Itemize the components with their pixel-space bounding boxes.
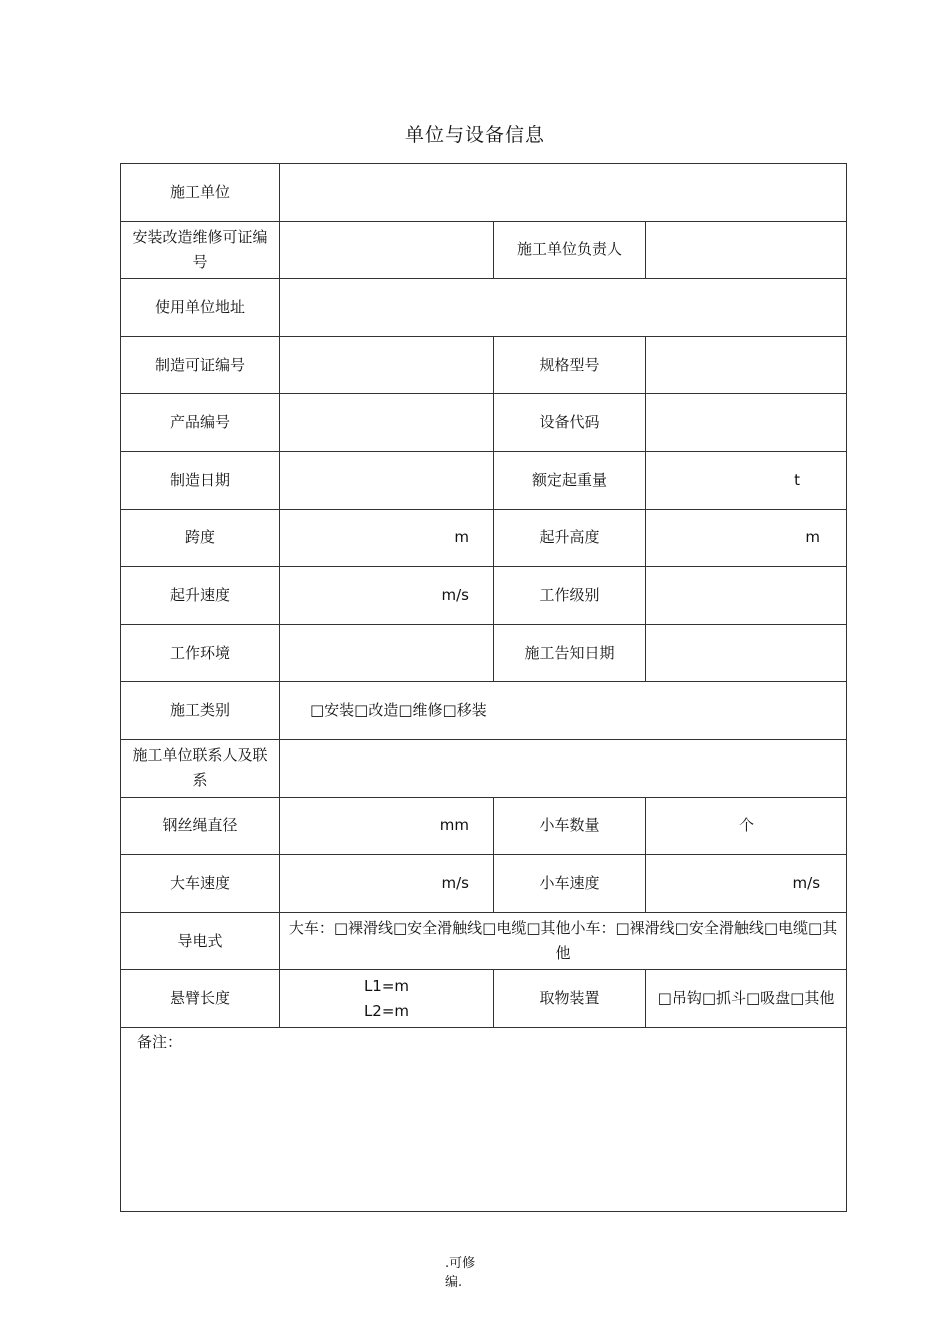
value-user-address[interactable] bbox=[280, 279, 847, 337]
label-equipment-code: 设备代码 bbox=[494, 394, 646, 452]
construction-type-checkboxes[interactable]: □安装□改造□维修□移装 bbox=[280, 682, 847, 740]
label-unit-leader: 施工单位负责人 bbox=[494, 221, 646, 279]
row-construction-unit bbox=[121, 164, 847, 222]
row-span bbox=[121, 509, 847, 567]
remarks-field[interactable] bbox=[121, 1027, 847, 1211]
row-conductor bbox=[121, 912, 847, 970]
value-lift-height[interactable]: m bbox=[646, 509, 847, 567]
label-construction-unit: 施工单位 bbox=[121, 164, 280, 222]
row-remarks bbox=[121, 1027, 847, 1211]
label-mfg-date: 制造日期 bbox=[121, 451, 280, 509]
value-rope-diameter[interactable]: mm bbox=[280, 797, 494, 855]
row-boom bbox=[121, 970, 847, 1028]
row-license bbox=[121, 221, 847, 279]
footer-note bbox=[445, 1254, 505, 1292]
label-rope-diameter: 钢丝绳直径 bbox=[121, 797, 280, 855]
label-trolley-speed: 小车速度 bbox=[494, 855, 646, 913]
value-unit-leader[interactable] bbox=[646, 221, 847, 279]
value-rated-load[interactable]: t bbox=[646, 451, 847, 509]
row-product-no bbox=[121, 394, 847, 452]
value-trolley-speed[interactable]: m/s bbox=[646, 855, 847, 913]
value-construction-unit[interactable] bbox=[280, 164, 847, 222]
label-crane-speed: 大车速度 bbox=[121, 855, 280, 913]
label-license-no: 安装改造维修可证编号 bbox=[121, 221, 280, 279]
boom-l1: L1=m bbox=[363, 976, 410, 995]
value-boom-length[interactable] bbox=[280, 970, 494, 1028]
value-equipment-code[interactable] bbox=[646, 394, 847, 452]
row-user-address bbox=[121, 279, 847, 337]
label-remarks: 备注： bbox=[137, 1032, 183, 1051]
row-work-env bbox=[121, 624, 847, 682]
label-lift-height: 起升高度 bbox=[494, 509, 646, 567]
row-construction-type bbox=[121, 682, 847, 740]
value-work-env[interactable] bbox=[280, 624, 494, 682]
footer-line-2: 编. bbox=[445, 1275, 463, 1290]
row-mfg-license bbox=[121, 336, 847, 394]
value-span[interactable]: m bbox=[280, 509, 494, 567]
value-mfg-date[interactable] bbox=[280, 451, 494, 509]
row-mfg-date bbox=[121, 451, 847, 509]
label-boom-length: 悬臂长度 bbox=[121, 970, 280, 1028]
label-span: 跨度 bbox=[121, 509, 280, 567]
boom-l2: L2=m bbox=[363, 1001, 410, 1020]
value-notice-date[interactable] bbox=[646, 624, 847, 682]
value-work-class[interactable] bbox=[646, 567, 847, 625]
footer-line-1: .可修 bbox=[445, 1256, 476, 1271]
value-crane-speed[interactable]: m/s bbox=[280, 855, 494, 913]
value-mfg-license-no[interactable] bbox=[280, 336, 494, 394]
row-contact bbox=[121, 739, 847, 797]
value-model[interactable] bbox=[646, 336, 847, 394]
row-rope bbox=[121, 797, 847, 855]
conductor-type-checkboxes[interactable]: 大车：□裸滑线□安全滑触线□电缆□其他小车：□裸滑线□安全滑触线□电缆□其他 bbox=[280, 912, 847, 970]
value-trolley-count[interactable]: 个 bbox=[646, 797, 847, 855]
label-conductor-type: 导电式 bbox=[121, 912, 280, 970]
label-rated-load: 额定起重量 bbox=[494, 451, 646, 509]
pickup-device-checkboxes[interactable]: □吊钩□抓斗□吸盘□其他 bbox=[646, 970, 847, 1028]
label-work-class: 工作级别 bbox=[494, 567, 646, 625]
label-construction-type: 施工类别 bbox=[121, 682, 280, 740]
value-contact[interactable] bbox=[280, 739, 847, 797]
label-mfg-license-no: 制造可证编号 bbox=[121, 336, 280, 394]
label-notice-date: 施工告知日期 bbox=[494, 624, 646, 682]
page-title: 单位与设备信息 bbox=[404, 124, 545, 146]
label-product-no: 产品编号 bbox=[121, 394, 280, 452]
label-user-address: 使用单位地址 bbox=[121, 279, 280, 337]
equipment-info-table bbox=[120, 163, 847, 1212]
label-contact: 施工单位联系人及联系 bbox=[121, 739, 280, 797]
value-lift-speed[interactable]: m/s bbox=[280, 567, 494, 625]
row-lift-speed bbox=[121, 567, 847, 625]
value-license-no[interactable] bbox=[280, 221, 494, 279]
label-work-env: 工作环境 bbox=[121, 624, 280, 682]
label-model: 规格型号 bbox=[494, 336, 646, 394]
label-lift-speed: 起升速度 bbox=[121, 567, 280, 625]
label-pickup-device: 取物装置 bbox=[494, 970, 646, 1028]
row-speeds bbox=[121, 855, 847, 913]
value-product-no[interactable] bbox=[280, 394, 494, 452]
label-trolley-count: 小车数量 bbox=[494, 797, 646, 855]
